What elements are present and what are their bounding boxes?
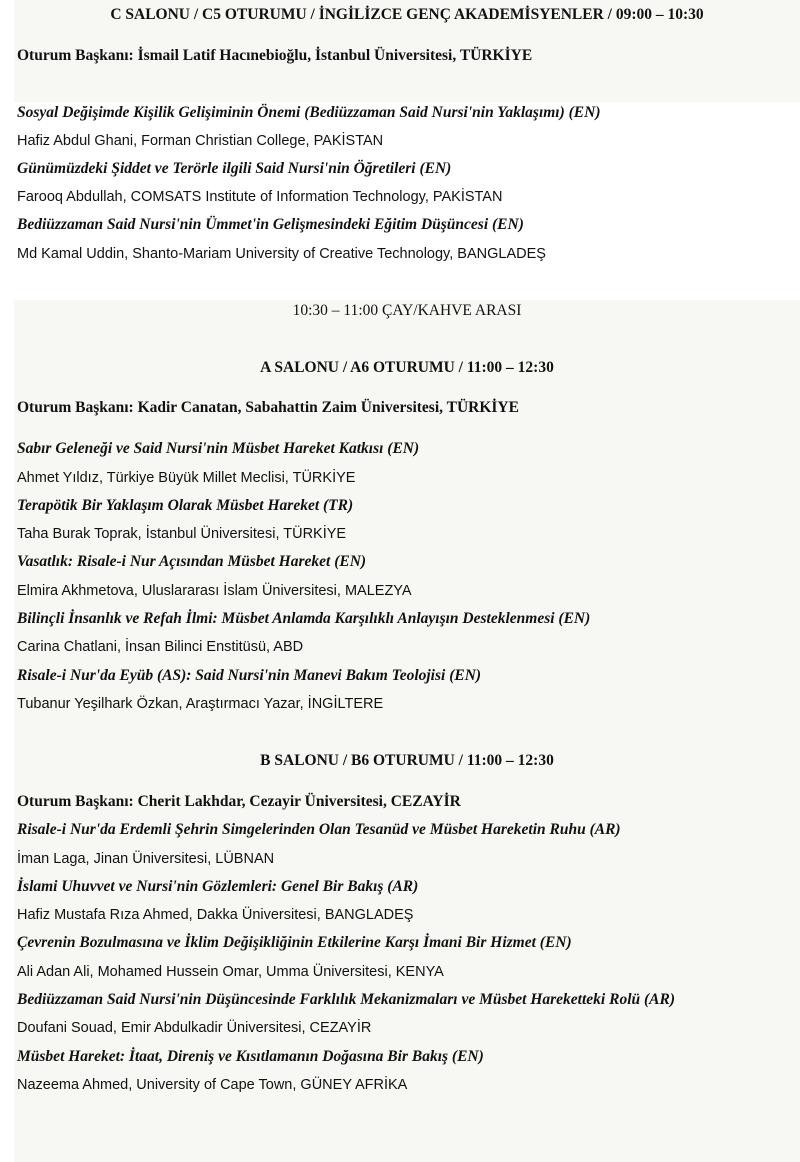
paper-author: İman Laga, Jinan Üniversitesi, LÜBNAN (17, 851, 275, 867)
paper-author: Ali Adan Ali, Mohamed Hussein Omar, Umma Üniversitesi, KENYA (17, 964, 444, 980)
paper-author: Tubanur Yeşilhark Özkan, Araştırmacı Yazar, İNGİLTERE (17, 696, 384, 712)
paper-author: Hafiz Mustafa Rıza Ahmed, Dakka Üniversitesi, BANGLADEŞ (17, 907, 414, 923)
session-a6-chair: Oturum Başkanı: Kadir Canatan, Sabahattin Zaim Üniversitesi, TÜRKİYE (17, 399, 519, 416)
paper-title: İslami Uhuvvet ve Nursi'nin Gözlemleri: Genel Bir Bakış (AR) (17, 878, 419, 895)
paper-title: Sabır Geleneği ve Said Nursi'nin Müsbet Hareket Katkısı (EN) (17, 440, 420, 457)
paper-author: Carina Chatlani, İnsan Bilinci Enstitüsü, ABD (17, 639, 304, 655)
session-b6-chair: Oturum Başkanı: Cherit Lakhdar, Cezayir Üniversitesi, CEZAYİR (17, 793, 461, 810)
paper-title: Sosyal Değişimde Kişilik Gelişiminin Önemi (Bediüzzaman Said Nursi'nin Yaklaşımı) (EN) (17, 104, 601, 121)
paper-title: Müsbet Hareket: İtaat, Direniş ve Kısıtlamanın Doğasına Bir Bakış (EN) (17, 1048, 484, 1065)
paper-author: Md Kamal Uddin, Shanto-Mariam University of Creative Technology, BANGLADEŞ (17, 246, 546, 262)
paper-title: Risale-i Nur'da Erdemli Şehrin Simgelerinden Olan Tesanüd ve Müsbet Hareketin Ruhu (AR) (17, 821, 621, 838)
paper-title: Günümüzdeki Şiddet ve Terörle ilgili Said Nursi'nin Öğretileri (EN) (17, 160, 452, 177)
paper-title: Vasatlık: Risale-i Nur Açısından Müsbet Hareket (EN) (17, 553, 367, 570)
session-b6-header: B SALONU / B6 OTURUMU / 11:00 – 12:30 (260, 752, 554, 769)
paper-author: Farooq Abdullah, COMSATS Institute of Information Technology, PAKİSTAN (17, 189, 503, 205)
paper-title: Terapötik Bir Yaklaşım Olarak Müsbet Hareket (TR) (17, 497, 354, 514)
paper-author: Ahmet Yıldız, Türkiye Büyük Millet Meclisi, TÜRKİYE (17, 470, 356, 486)
paper-title: Bediüzzaman Said Nursi'nin Ümmet'in Gelişmesindeki Eğitim Düşüncesi (EN) (17, 216, 524, 233)
paper-title: Bilinçli İnsanlık ve Refah İlmi: Müsbet Anlamda Karşılıklı Anlayışın Desteklenmesi (EN) (17, 610, 591, 627)
session-c5-header: C SALONU / C5 OTURUMU / İNGİLİZCE GENÇ AKADEMİSYENLER / 09:00 – 10:30 (110, 6, 704, 23)
paper-title: Risale-i Nur'da Eyüb (AS): Said Nursi'nin Manevi Bakım Teolojisi (EN) (17, 667, 482, 684)
paper-author: Doufani Souad, Emir Abdulkadir Üniversitesi, CEZAYİR (17, 1020, 372, 1036)
session-c5-chair: Oturum Başkanı: İsmail Latif Hacınebioğlu, İstanbul Üniversitesi, TÜRKİYE (17, 47, 533, 64)
paper-author: Hafiz Abdul Ghani, Forman Christian College, PAKİSTAN (17, 133, 384, 149)
session-a6-header: A SALONU / A6 OTURUMU / 11:00 – 12:30 (260, 359, 554, 376)
paper-author: Taha Burak Toprak, İstanbul Üniversitesi, TÜRKİYE (17, 526, 347, 542)
paper-author: Elmira Akhmetova, Uluslararası İslam Üniversitesi, MALEZYA (17, 583, 412, 599)
coffee-break: 10:30 – 11:00 ÇAY/KAHVE ARASI (292, 302, 522, 319)
paper-title: Bediüzzaman Said Nursi'nin Düşüncesinde Farklılık Mekanizmaları ve Müsbet Hareketteki Rolü (AR) (17, 991, 675, 1008)
paper-title: Çevrenin Bozulmasına ve İklim Değişikliğinin Etkilerine Karşı İmani Bir Hizmet (EN) (17, 934, 572, 951)
paper-author: Nazeema Ahmed, University of Cape Town, GÜNEY AFRİKA (17, 1077, 408, 1093)
